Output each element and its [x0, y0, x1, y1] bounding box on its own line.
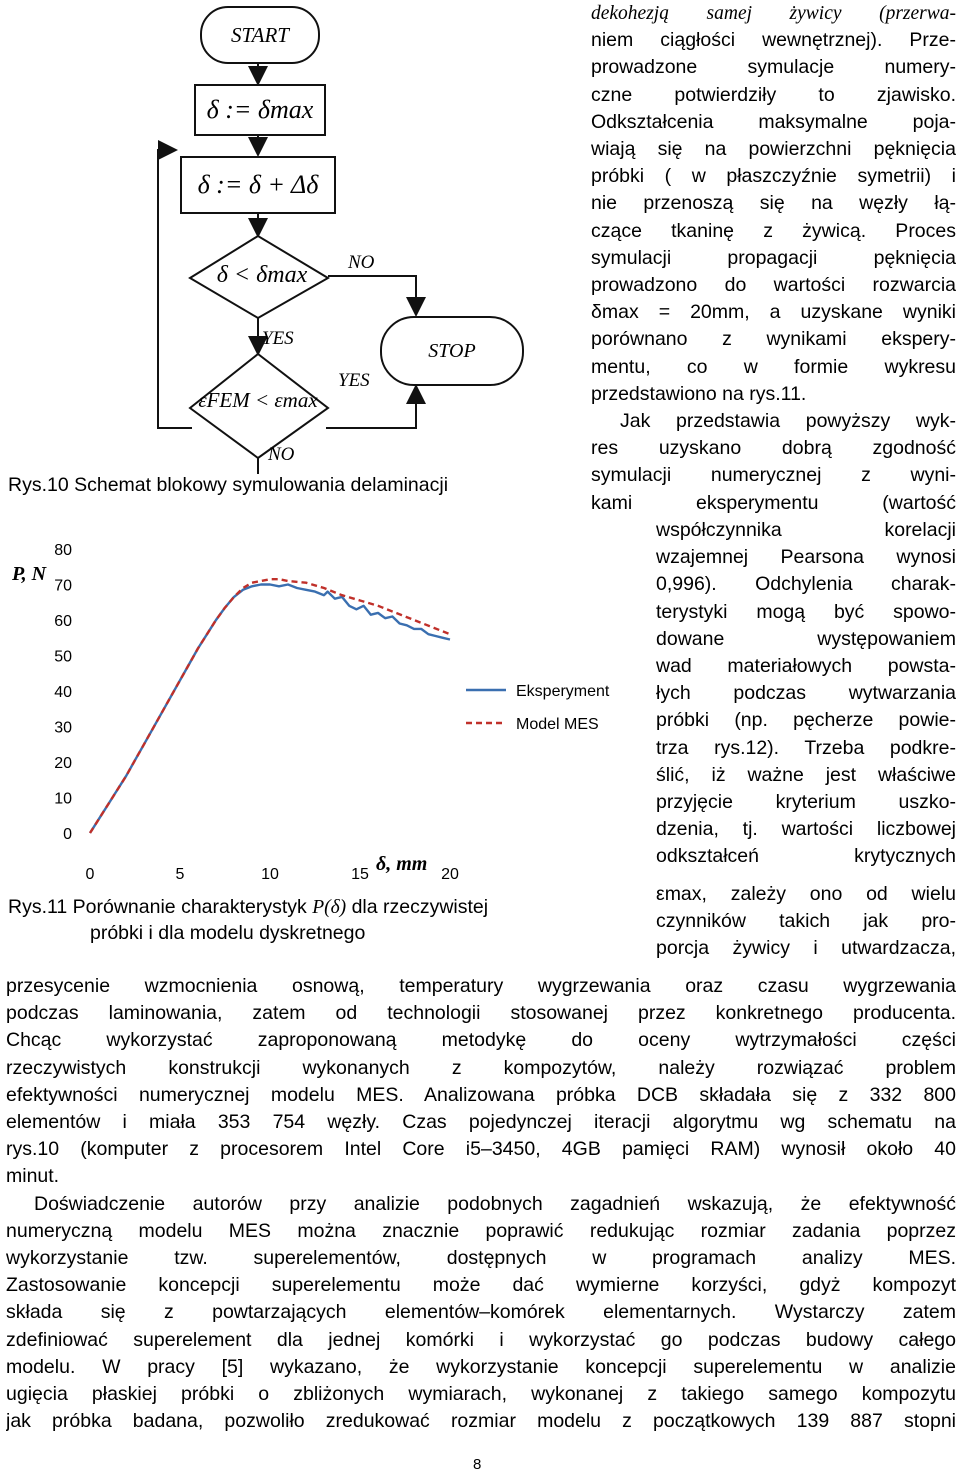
figure11-caption — [8, 896, 488, 919]
increment-label: δ := δ + Δδ — [197, 170, 319, 199]
x-tick-label: 5 — [175, 866, 185, 880]
text-line: rys.10 (komputer z procesorem Intel Core i5–3450, 4GB pamięci RAM) wynosił około 40 — [6, 1138, 956, 1161]
caption11-prefix: Rys.11 Porównanie charakterystyk — [8, 896, 313, 918]
start-label: START — [231, 22, 289, 47]
text-line: wzajemnej Pearsona wynosi — [656, 546, 956, 569]
condition1-label: δ < δmax — [216, 262, 308, 288]
y-tick-label: 10 — [54, 790, 72, 808]
text-line: zdefiniować superelement dla jednej komórki i wykorzystać go podczas budowy całego — [6, 1328, 956, 1351]
text-line: Jak przedstawia powyższy wyk- — [620, 410, 956, 432]
text-line: łych podczas wytwarzania — [656, 682, 956, 705]
text-line: dzenia, tj. wartości liczbowej — [656, 818, 956, 841]
text-line: wykorzystanie tzw. superelementów, dostępnych w programach analizy MES. — [6, 1247, 956, 1270]
text-line: Odkształcenia maksymalne poja- — [591, 110, 956, 133]
y-tick-label: 20 — [54, 755, 72, 772]
text-line: prowadzono do wartości rozwarcia — [591, 274, 956, 297]
legend-label-2: Model MES — [516, 716, 599, 733]
right-column-paragraph-2 — [591, 408, 956, 517]
x-tick-label: 10 — [261, 866, 279, 880]
x-tick-label: 15 — [351, 866, 369, 880]
text-line: εmax, zależy ono od wielu — [656, 882, 956, 905]
text-line: porcja żywicy i utwardzacza, — [656, 937, 956, 960]
y-tick-label: 60 — [54, 613, 72, 630]
init-label: δ := δmax — [206, 95, 314, 124]
start-terminal — [200, 6, 320, 64]
page-number: 8 — [473, 1456, 482, 1473]
text-line: prowadzone symulacje numery- — [591, 56, 956, 79]
text-line: symulacji propagacji pęknięcia — [591, 246, 956, 269]
text-line: czynników takich jak pro- — [656, 909, 956, 932]
y-tick-label: 70 — [54, 577, 72, 595]
x-tick-label: 0 — [85, 866, 95, 880]
right-column-paragraph — [591, 0, 956, 408]
text-line: dekohezją samej żywicy (przerwa- — [591, 3, 956, 24]
text-line: ugięcia płaskiej próbki o zbliżonych wymiarach, wykonanej z takiego samego kompozytu — [6, 1383, 956, 1406]
text-line: wad materiałowych powsta- — [656, 655, 956, 678]
text-line: terystyki mogą być spowo- — [656, 600, 956, 623]
condition2-label: εFEM < εmax — [198, 388, 318, 412]
text-line: podczas laminowania, zatem od technologii stosowanej przez konkretnego producenta. — [6, 1002, 956, 1025]
text-line: kami eksperymentu (wartość — [591, 491, 956, 514]
text-line: res uzyskano dobrą zgodność — [591, 437, 956, 460]
text-line: porównano z wynikami ekspery- — [591, 328, 956, 351]
text-line: niem ciągłości wewnętrznej). Prze- — [591, 29, 956, 52]
y-tick-label: 0 — [63, 826, 72, 843]
stop-label: STOP — [428, 339, 476, 362]
text-line: minut. — [6, 1165, 60, 1188]
caption11-suffix: dla rzeczywistej — [346, 896, 489, 918]
text-line: symulacji numerycznej z wyni- — [591, 464, 956, 487]
text-line: Chcąc wykorzystać zaproponowaną metodykę do oceny wytrzymałości części — [6, 1029, 956, 1052]
no-label-1: NO — [348, 252, 375, 273]
figure11-caption-line2: próbki i dla modelu dyskretnego — [90, 922, 366, 944]
text-line: efektywności numerycznej modelu MES. Analizowana próbka DCB składała się z 332 800 — [6, 1083, 956, 1106]
text-line: wiają się na powierzchni pęknięcia — [591, 138, 956, 161]
stop-terminal — [380, 316, 524, 386]
increment-box — [180, 156, 336, 214]
text-line: mentu, co w formie wykresu — [591, 355, 956, 378]
text-line: δmax = 20mm, a uzyskane wyniki — [591, 301, 956, 324]
series-line-2 — [90, 579, 450, 833]
text-line: przesycenie wzmocnienia osnową, temperatury wygrzewania oraz czasu wygrzewania — [6, 975, 956, 997]
text-line: przyjęcie kryterium uszko- — [656, 791, 956, 814]
text-line: współczynnika korelacji — [656, 519, 956, 541]
right-column-paragraph-3 — [656, 517, 956, 962]
text-line: próbki ( w płaszczyźnie symetrii) i — [591, 165, 956, 188]
chart-rys11 — [0, 518, 640, 880]
text-line: Zastosowanie koncepcji superelementu może dać wymierne korzyści, gdyż kompozyt — [6, 1274, 956, 1297]
x-axis-label: δ, mm — [376, 853, 428, 875]
legend-label-1: Eksperyment — [516, 683, 610, 700]
yes-label-1: YES — [262, 328, 294, 349]
body-text — [6, 973, 956, 1435]
text-line: odkształceń krytycznych — [656, 845, 956, 868]
text-line: próbki (np. pęcherze powie- — [656, 709, 956, 732]
caption11-symbol: P(δ) — [312, 897, 347, 918]
text-line: elementów i miała 353 754 węzły. Czas pojedynczej iteracji algorytmu wg schematu na — [6, 1111, 956, 1134]
text-line: trza rys.12). Trzeba podkre- — [656, 736, 956, 759]
text-line: 0,996). Odchylenia charak- — [656, 573, 956, 596]
text-line: składa się z powtarzających elementów–komórek elementarnych. Wystarczy zatem — [6, 1301, 956, 1324]
figure10-caption: Rys.10 Schemat blokowy symulowania delaminacji — [8, 474, 449, 496]
y-tick-label: 30 — [54, 719, 72, 737]
text-line: modelu. W pracy [5] wykazano, że wykorzystanie koncepcji superelementu w analizie — [6, 1355, 956, 1378]
text-line: jak próbka badana, pozwoliło zredukować rozmiar modelu z początkowych 139 887 stopni — [6, 1410, 956, 1433]
y-tick-label: 80 — [54, 542, 72, 559]
text-line: numeryczną modelu MES można znacznie poprawić redukując rozmiar zadania poprzez — [6, 1219, 956, 1242]
text-line: Doświadczenie autorów przy analizie podobnych zagadnień wskazują, że efektywność — [34, 1192, 956, 1215]
no-label-2: NO — [268, 444, 295, 465]
text-line: przedstawiono na rys.11. — [591, 382, 807, 405]
y-tick-label: 50 — [54, 648, 72, 666]
init-box — [194, 84, 326, 136]
text-line: rzeczywistych konstrukcji wykonanych z kompozytów, należy rozwiązać problem — [6, 1056, 956, 1079]
y-axis-label: P, N — [12, 563, 47, 585]
text-line: czące tkaninę z żywicą. Proces — [591, 219, 956, 242]
yes-label-2: YES — [338, 370, 370, 391]
text-line: czne potwierdziły to zjawisko. — [591, 83, 956, 106]
y-tick-label: 40 — [54, 684, 72, 701]
series-line-1 — [90, 585, 450, 834]
x-tick-label: 20 — [441, 866, 459, 880]
text-line: nie przenoszą się na węzły łą- — [591, 192, 956, 215]
text-line: dowane występowaniem — [656, 627, 956, 650]
text-line: ślić, iż ważne jest właściwe — [656, 763, 956, 786]
